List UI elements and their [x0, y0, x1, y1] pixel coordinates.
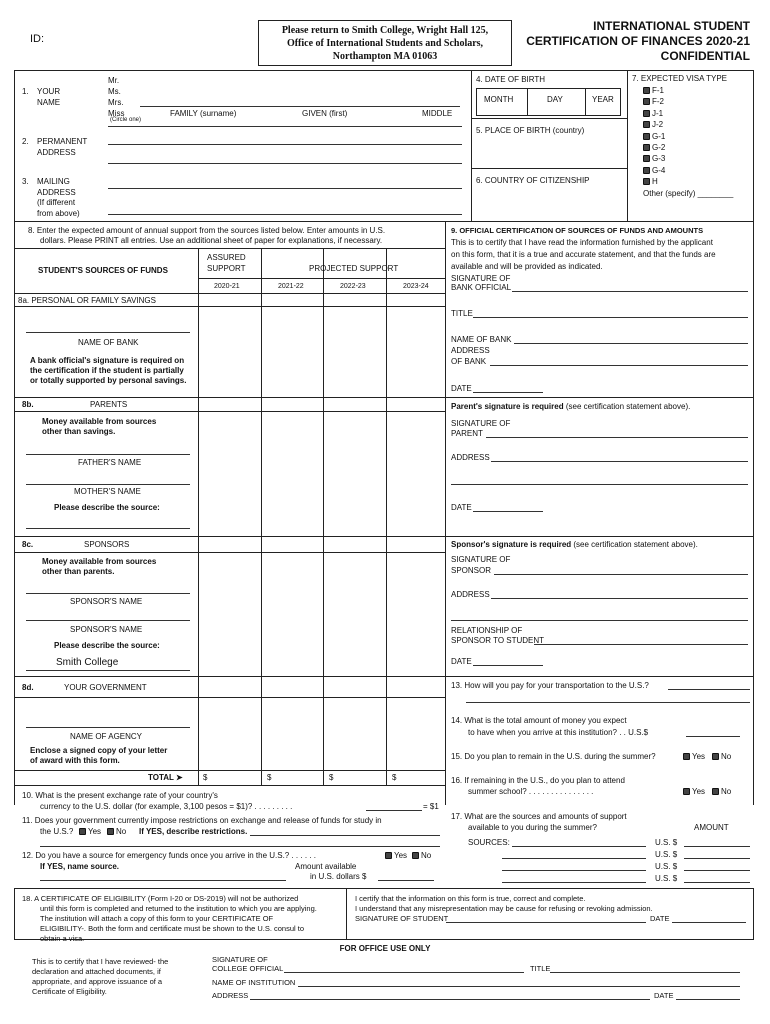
college-official-signature-field[interactable] — [284, 972, 524, 973]
q14-amount-field[interactable] — [686, 736, 740, 737]
total-2022-dollar[interactable]: $ — [329, 773, 334, 782]
q17-us-2: U.S. $ — [655, 850, 678, 859]
father-name-label: FATHER'S NAME — [78, 458, 142, 467]
family-name-label: FAMILY (surname) — [170, 109, 237, 118]
relationship-field[interactable] — [534, 644, 748, 645]
mailing-address-field-1[interactable] — [108, 188, 462, 189]
q12-amount-field[interactable] — [378, 880, 434, 881]
office-cert-1: This is to certify that I have reviewed- the — [32, 957, 169, 966]
student-date-field[interactable] — [672, 922, 746, 923]
q18-line-5: obtain a visa. — [40, 934, 85, 943]
honorific-miss[interactable]: Miss — [108, 109, 125, 118]
assured-label-2: SUPPORT — [207, 264, 246, 273]
office-cert-3: appropriate, and approve issuance of a — [32, 977, 163, 986]
q17-amount-header: AMOUNT — [694, 823, 729, 832]
cert-line-1: I certify that the information on this form is true, correct and complete. — [355, 894, 586, 903]
visa-option-h[interactable]: H — [643, 176, 665, 187]
q10-label-1: 10. What is the present exchange rate of your country's — [22, 791, 218, 800]
sources-header: STUDENT'S SOURCES OF FUNDS — [38, 266, 168, 275]
q12-no[interactable]: No — [412, 851, 431, 861]
sec2-label-2: ADDRESS — [37, 148, 76, 157]
sec8a-note-2: the certification if the student is partially — [30, 366, 184, 375]
office-cert-4: Certificate of Eligibility. — [32, 987, 107, 996]
sec8d-num: 8d. — [22, 683, 34, 692]
dob-label: 4. DATE OF BIRTH — [476, 75, 546, 84]
sponsor-date-label: DATE — [451, 657, 472, 666]
q11-restrictions-field-2[interactable] — [40, 846, 440, 847]
q11-yes[interactable]: Yes — [79, 827, 101, 837]
sec9-text-1: This is to certify that I have read the information furnished by the applicant — [451, 238, 713, 247]
office-date-field[interactable] — [676, 999, 740, 1000]
q17-amount-field-4[interactable] — [684, 882, 750, 883]
checkbox-icon — [643, 155, 650, 162]
checkbox-icon — [712, 753, 719, 760]
form-title-1: INTERNATIONAL STUDENT — [593, 19, 750, 33]
mother-name-field[interactable] — [26, 484, 190, 485]
visa-option-g3[interactable]: G-3 — [643, 153, 665, 164]
mother-name-label: MOTHER'S NAME — [74, 487, 141, 496]
sec8c-money-1: Money available from sources — [42, 557, 157, 566]
checkbox-icon — [643, 133, 650, 140]
q12-ifyes: If YES, name source. — [40, 862, 119, 871]
sec8c-title: SPONSORS — [84, 540, 130, 549]
parents-source-field[interactable] — [26, 528, 190, 529]
total-assured-dollar[interactable]: $ — [203, 773, 208, 782]
return-line-3: Northampton MA 01063 — [332, 51, 438, 62]
visa-type-label: 7. EXPECTED VISA TYPE — [632, 74, 727, 83]
mailing-address-field-2[interactable] — [108, 214, 462, 215]
q12-label: 12. Do you have a source for emergency funds once you arrive in the U.S.? . . . . . . — [22, 851, 316, 860]
projected-label: PROJECTED SUPPORT — [309, 264, 399, 273]
q10-eq: = $1 — [423, 802, 439, 811]
middle-name-label: MIDDLE — [422, 109, 453, 118]
q10-rate-field[interactable] — [366, 810, 422, 811]
sec8c-num: 8c. — [22, 540, 34, 549]
checkbox-icon — [79, 828, 86, 835]
year-col-2: 2021-22 — [278, 283, 304, 290]
parent-address-label: ADDRESS — [451, 453, 490, 462]
q17-source-field-2[interactable] — [502, 858, 646, 859]
place-of-birth-label: 5. PLACE OF BIRTH (country) — [476, 126, 585, 135]
year-col-3: 2022-23 — [340, 283, 366, 290]
q15-yes[interactable]: Yes — [683, 752, 705, 762]
honorific-mr[interactable]: Mr. — [108, 76, 120, 85]
checkbox-icon — [643, 98, 650, 105]
relationship-label-2: SPONSOR TO STUDENT — [451, 636, 545, 645]
q12-amount-1: Amount available — [295, 862, 357, 871]
checkbox-icon — [712, 788, 719, 795]
bank-name-field[interactable] — [26, 332, 190, 333]
q17-source-field-1[interactable] — [512, 846, 646, 847]
q17-label-1: 17. What are the sources and amounts of support — [451, 812, 627, 821]
sec3-label-1: MAILING — [37, 177, 70, 186]
total-label: TOTAL ➤ — [148, 773, 183, 782]
q16-label-1: 16. If remaining in the U.S., do you plan to attend — [451, 776, 625, 785]
sec8a-note-1: A bank official's signature is required on — [30, 356, 185, 365]
bank-official-signature-field[interactable] — [512, 291, 748, 292]
checkbox-icon — [643, 87, 650, 94]
bank-name-label-9: NAME OF BANK — [451, 335, 512, 344]
q17-amount-field-2[interactable] — [684, 858, 750, 859]
father-name-field[interactable] — [26, 454, 190, 455]
agency-name-label: NAME OF AGENCY — [70, 732, 143, 741]
of-bank-label: OF BANK — [451, 357, 487, 366]
visa-option-j1[interactable]: J-1 — [643, 108, 665, 119]
cert-line-2: I understand that any misrepresentation may be cause for refusing or revoking admission. — [355, 904, 653, 913]
id-label: ID: — [30, 33, 45, 45]
form-title-3: CONFIDENTIAL — [660, 49, 750, 63]
q16-yes[interactable]: Yes — [683, 787, 705, 797]
sponsor-address-field-1[interactable] — [491, 598, 748, 599]
bank-title-label: TITLE — [451, 309, 473, 318]
sec8a-title: 8a. PERSONAL OR FAMILY SAVINGS — [18, 296, 156, 305]
office-use-title: FOR OFFICE USE ONLY — [339, 944, 431, 953]
sponsor-required-note: Sponsor's signature is required (see certification statement above). — [451, 540, 698, 549]
q18-line-1: 18. A CERTIFICATE OF ELIGIBILITY (Form I-20 or DS-2019) will not be authorized — [22, 894, 299, 903]
q14-label-2: to have when you arrive at this institution? . . U.S.$ — [468, 728, 649, 737]
q16-label-2: summer school? . . . . . . . . . . . . . . . — [468, 787, 594, 796]
sponsor-name-field-1[interactable] — [26, 593, 190, 594]
dob-year[interactable]: YEAR — [592, 95, 614, 104]
return-line-2: Office of International Students and Scholars, — [286, 38, 484, 49]
q17-us-4: U.S. $ — [655, 874, 678, 883]
office-address-field[interactable] — [250, 999, 650, 1000]
sponsor-address-label: ADDRESS — [451, 590, 490, 599]
checkbox-icon — [107, 828, 114, 835]
sec1-label-2: NAME — [37, 98, 61, 107]
circle-one-hint: (Circle one) — [110, 117, 142, 123]
sec8b-describe: Please describe the source: — [54, 503, 160, 512]
parent-signature-field[interactable] — [486, 437, 748, 438]
office-title-field[interactable] — [550, 972, 740, 973]
office-date-label: DATE — [654, 991, 674, 1000]
sec8b-title: PARENTS — [90, 400, 128, 409]
visa-options — [643, 85, 665, 188]
sec3-label-4: from above) — [37, 209, 80, 218]
bank-name-field-9[interactable] — [514, 343, 748, 344]
q17-us-1: U.S. $ — [655, 838, 678, 847]
form-title-2: CERTIFICATION OF FINANCES 2020-21 — [526, 34, 750, 48]
office-address-label: ADDRESS — [212, 991, 249, 1000]
q13-field-2[interactable] — [466, 702, 750, 703]
office-cert-2: declaration and attached documents, if — [32, 967, 161, 976]
sec8c-describe: Please describe the source: — [54, 641, 160, 650]
sec8c-money-2: other than parents. — [42, 567, 115, 576]
parent-address-field-2[interactable] — [451, 484, 748, 485]
institution-label: NAME OF INSTITUTION — [212, 978, 296, 987]
sec8b-money-1: Money available from sources — [42, 417, 157, 426]
sec8d-title: YOUR GOVERNMENT — [64, 683, 147, 692]
sponsor-name-field-2[interactable] — [26, 620, 190, 621]
q18-line-4: ELIGIBILITY-. Both the form and certificate must be shown to the U.S. consul to — [40, 924, 305, 933]
sec1-label-1: YOUR — [37, 87, 61, 96]
q17-amount-field-3[interactable] — [684, 870, 750, 871]
dob-month[interactable]: MONTH — [484, 95, 514, 104]
given-name-label: GIVEN (first) — [302, 109, 348, 118]
agency-name-field[interactable] — [26, 727, 190, 728]
checkbox-icon — [643, 121, 650, 128]
sec2-label-1: PERMANENT — [37, 137, 88, 146]
checkbox-icon — [385, 852, 392, 859]
permanent-address-field-1[interactable] — [108, 144, 462, 145]
q17-sources-label: SOURCES: — [468, 838, 510, 847]
office-sig-label-2: COLLEGE OFFICIAL — [212, 964, 284, 973]
q13-label: 13. How will you pay for your transportation to the U.S.? — [451, 681, 649, 690]
sec8a-note-3: or totally supported by personal savings. — [30, 376, 187, 385]
total-2021-dollar[interactable]: $ — [267, 773, 272, 782]
bank-address-label: ADDRESS — [451, 346, 490, 355]
q11-label-1: 11. Does your government currently impose restrictions on exchange and release of funds for study in — [22, 816, 382, 825]
sec8b-money-2: other than savings. — [42, 427, 116, 436]
q16-no[interactable]: No — [712, 787, 731, 797]
bank-date-label: DATE — [451, 384, 472, 393]
checkbox-icon — [643, 178, 650, 185]
sponsor-source-value[interactable]: Smith College — [56, 657, 119, 668]
checkbox-icon — [412, 852, 419, 859]
sig-parent-label-2: PARENT — [451, 429, 483, 438]
q17-amount-field-1[interactable] — [684, 846, 750, 847]
q15-no[interactable]: No — [712, 752, 731, 762]
total-2023-dollar[interactable]: $ — [392, 773, 397, 782]
sec3-num: 3. — [22, 177, 29, 186]
visa-option-j2[interactable]: J-2 — [643, 119, 665, 130]
q12-yes[interactable]: Yes — [385, 851, 407, 861]
q10-label-2: currency to the U.S. dollar (for example, 3,100 pesos = $1)? . . . . . . . . . — [40, 802, 293, 811]
q12-source-field[interactable] — [40, 880, 286, 881]
student-signature-field[interactable] — [446, 922, 646, 923]
q12-amount-2: in U.S. dollars $ — [310, 872, 367, 881]
visa-option-f2[interactable]: F-2 — [643, 96, 665, 107]
visa-option-g4[interactable]: G-4 — [643, 165, 665, 176]
student-signature-label: SIGNATURE OF STUDENT — [355, 914, 449, 923]
sec3-label-3: (If different — [37, 198, 76, 207]
sec9-text-3: available and will be provided as indicated. — [451, 262, 603, 271]
q11-ifyes: If YES, describe restrictions. — [139, 827, 248, 836]
parent-date-field[interactable] — [473, 511, 543, 512]
sec9-text-2: on this form, that it is a true and accurate statement, and that the funds are — [451, 250, 716, 259]
sig-bank-label-2: BANK OFFICIAL — [451, 283, 512, 292]
sig-bank-label-1: SIGNATURE OF — [451, 274, 511, 283]
sec8d-enclose-2: of award with this form. — [30, 756, 120, 765]
sponsor-date-field[interactable] — [473, 665, 543, 666]
sec8-intro-2: dollars. Please PRINT all entries. Use an additional sheet of paper for explanations, if necessary. — [40, 236, 383, 245]
institution-field[interactable] — [298, 986, 740, 987]
q13-field-1[interactable] — [668, 689, 750, 690]
sig-parent-label-1: SIGNATURE OF — [451, 419, 511, 428]
bank-name-label: NAME OF BANK — [78, 338, 139, 347]
office-title-label: TITLE — [530, 964, 551, 973]
honorific-ms[interactable]: Ms. — [108, 87, 121, 96]
parent-address-field-1[interactable] — [491, 461, 748, 462]
student-date-label: DATE — [650, 914, 670, 923]
checkbox-icon — [683, 753, 690, 760]
permanent-address-field-2[interactable] — [108, 163, 462, 164]
assured-label-1: ASSURED — [207, 253, 246, 262]
sec8-intro-1: 8. Enter the expected amount of annual support from the sources listed below. Enter amounts in U.S. — [28, 226, 386, 235]
q17-source-field-4[interactable] — [502, 882, 646, 883]
q11-label-2: the U.S.? — [40, 827, 74, 836]
sec8d-enclose-1: Enclose a signed copy of your letter — [30, 746, 168, 755]
sponsor-name-label-1: SPONSOR'S NAME — [70, 597, 143, 606]
sponsor-address-field-2[interactable] — [451, 620, 748, 621]
checkbox-icon — [683, 788, 690, 795]
honorific-mrs[interactable]: Mrs. — [108, 98, 124, 107]
return-line-1: Please return to Smith College, Wright Hall 125, — [281, 25, 489, 36]
q11-no[interactable]: No — [107, 827, 126, 837]
sig-sponsor-label-2: SPONSOR — [451, 566, 492, 575]
sig-sponsor-label-1: SIGNATURE OF — [451, 555, 511, 564]
visa-other[interactable]: Other (specify) ________ — [643, 189, 734, 198]
year-col-4: 2023-24 — [403, 283, 429, 290]
q18-line-3: The institution will attach a copy of this form to your CERTIFICATE OF — [40, 914, 274, 923]
relationship-label-1: RELATIONSHIP OF — [451, 626, 523, 635]
sec1-num: 1. — [22, 87, 29, 96]
bank-address-field[interactable] — [490, 365, 748, 366]
checkbox-icon — [643, 110, 650, 117]
q17-us-3: U.S. $ — [655, 862, 678, 871]
sec8b-num: 8b. — [22, 400, 34, 409]
q15-label: 15. Do you plan to remain in the U.S. during the summer? — [451, 752, 656, 761]
visa-option-g2[interactable]: G-2 — [643, 142, 665, 153]
office-sig-label-1: SIGNATURE OF — [212, 955, 268, 964]
q18-line-2: until this form is completed and returned to the institution to which you are applying. — [40, 904, 317, 913]
sec2-num: 2. — [22, 137, 29, 146]
sec9-title: 9. OFFICIAL CERTIFICATION OF SOURCES OF FUNDS AND AMOUNTS — [451, 226, 704, 235]
visa-option-f1[interactable]: F-1 — [643, 85, 665, 96]
dob-day[interactable]: DAY — [547, 95, 563, 104]
name-field[interactable] — [140, 106, 460, 107]
sponsor-signature-field[interactable] — [494, 574, 748, 575]
q17-source-field-3[interactable] — [502, 870, 646, 871]
checkbox-icon — [643, 167, 650, 174]
parent-required-note: Parent's signature is required (see certification statement above). — [451, 402, 691, 411]
parent-date-label: DATE — [451, 503, 472, 512]
checkbox-icon — [643, 144, 650, 151]
q17-label-2: available to you during the summer? — [468, 823, 597, 832]
year-col-1: 2020-21 — [214, 283, 240, 290]
bank-date-field[interactable] — [473, 392, 543, 393]
sec3-label-2: ADDRESS — [37, 188, 76, 197]
visa-option-g1[interactable]: G-1 — [643, 131, 665, 142]
citizenship-label: 6. COUNTRY OF CITIZENSHIP — [476, 176, 590, 185]
bank-title-field[interactable] — [473, 317, 748, 318]
q14-label-1: 14. What is the total amount of money you expect — [451, 716, 627, 725]
q11-restrictions-field-1[interactable] — [250, 835, 440, 836]
sponsor-name-label-2: SPONSOR'S NAME — [70, 625, 143, 634]
